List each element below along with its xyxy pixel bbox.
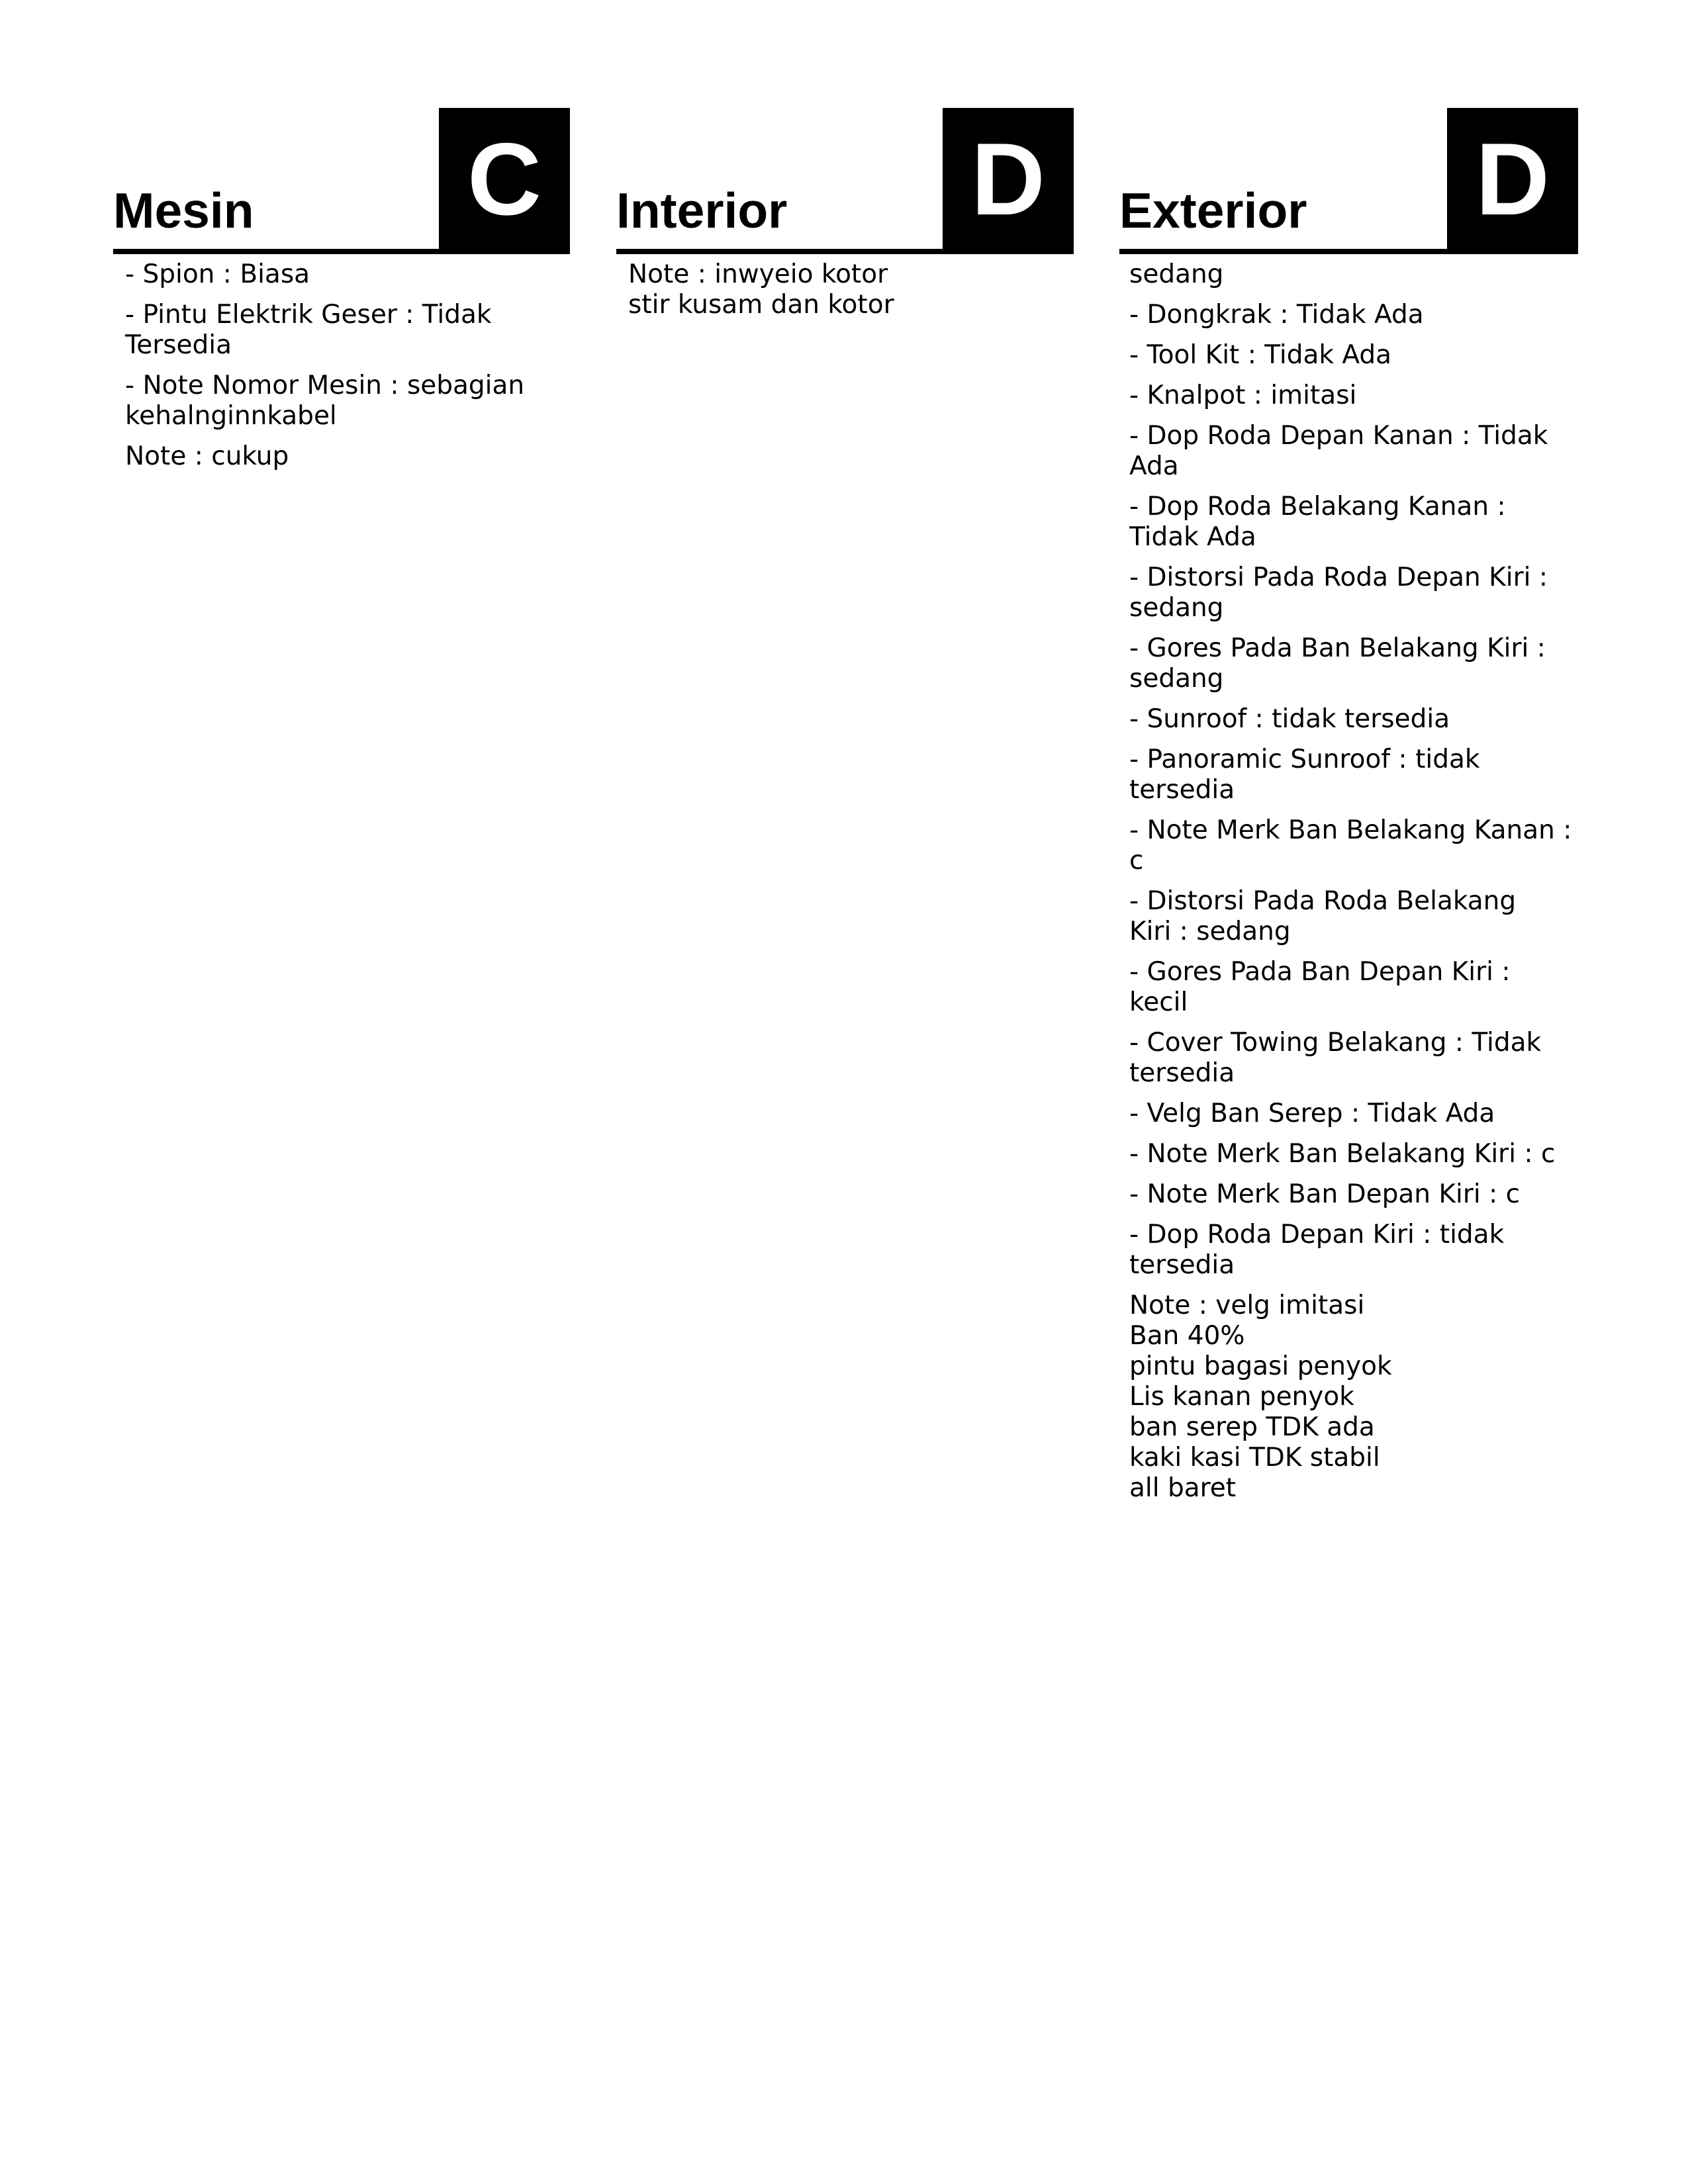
section-title: Interior (616, 183, 788, 238)
list-item: - Gores Pada Ban Belakang Kiri : sedang (1129, 633, 1546, 694)
section-header-mesin (113, 108, 570, 254)
list-item: - Dop Roda Depan Kiri : tidak tersedia (1129, 1220, 1505, 1280)
list-item: - Velg Ban Serep : Tidak Ada (1129, 1099, 1495, 1128)
section-body-exterior (1129, 259, 1573, 1504)
list-item: - Note Merk Ban Depan Kiri : c (1129, 1179, 1521, 1209)
list-item: - Dop Roda Belakang Kanan : Tidak Ada (1129, 492, 1506, 552)
list-item: sedang (1129, 259, 1224, 289)
grade-badge: D (943, 108, 1074, 249)
section-note: Note : velg imitasi Ban 40% pintu bagasi penyok Lis kanan penyok ban serep TDK ada kaki kasi TDK stabil all baret (1129, 1291, 1392, 1503)
list-item: - Note Merk Ban Belakang Kiri : c (1129, 1139, 1556, 1169)
list-item: - Distorsi Pada Roda Depan Kiri : sedang (1129, 563, 1548, 623)
section-header-interior (616, 108, 1074, 254)
list-item: - Dop Roda Depan Kanan : Tidak Ada (1129, 421, 1548, 481)
list-item: - Gores Pada Ban Depan Kiri : kecil (1129, 957, 1511, 1017)
section-note: Note : inwyeio kotor stir kusam dan kotor (628, 259, 894, 320)
list-item: - Pintu Elektrik Geser : Tidak Tersedia (125, 300, 492, 360)
list-item: - Note Nomor Mesin : sebagian kehalnginnkabel (125, 371, 525, 431)
section-body-mesin (125, 259, 555, 472)
section-title: Mesin (113, 183, 254, 238)
list-item: - Note Merk Ban Belakang Kanan : c (1129, 815, 1572, 876)
list-item: - Distorsi Pada Roda Belakang Kiri : sedang (1129, 886, 1517, 946)
list-item: - Spion : Biasa (125, 259, 310, 289)
list-item: - Knalpot : imitasi (1129, 381, 1357, 410)
section-body-interior (628, 259, 1025, 320)
list-item: - Panoramic Sunroof : tidak tersedia (1129, 745, 1480, 805)
section-note: Note : cukup (125, 441, 289, 471)
list-item: - Cover Towing Belakang : Tidak tersedia (1129, 1028, 1542, 1088)
list-item: - Tool Kit : Tidak Ada (1129, 340, 1391, 370)
grade-badge: D (1447, 108, 1578, 249)
grade-badge: C (439, 108, 570, 249)
list-item: - Dongkrak : Tidak Ada (1129, 300, 1424, 330)
list-item: - Sunroof : tidak tersedia (1129, 704, 1450, 734)
section-header-exterior (1119, 108, 1578, 254)
section-title: Exterior (1119, 183, 1307, 238)
